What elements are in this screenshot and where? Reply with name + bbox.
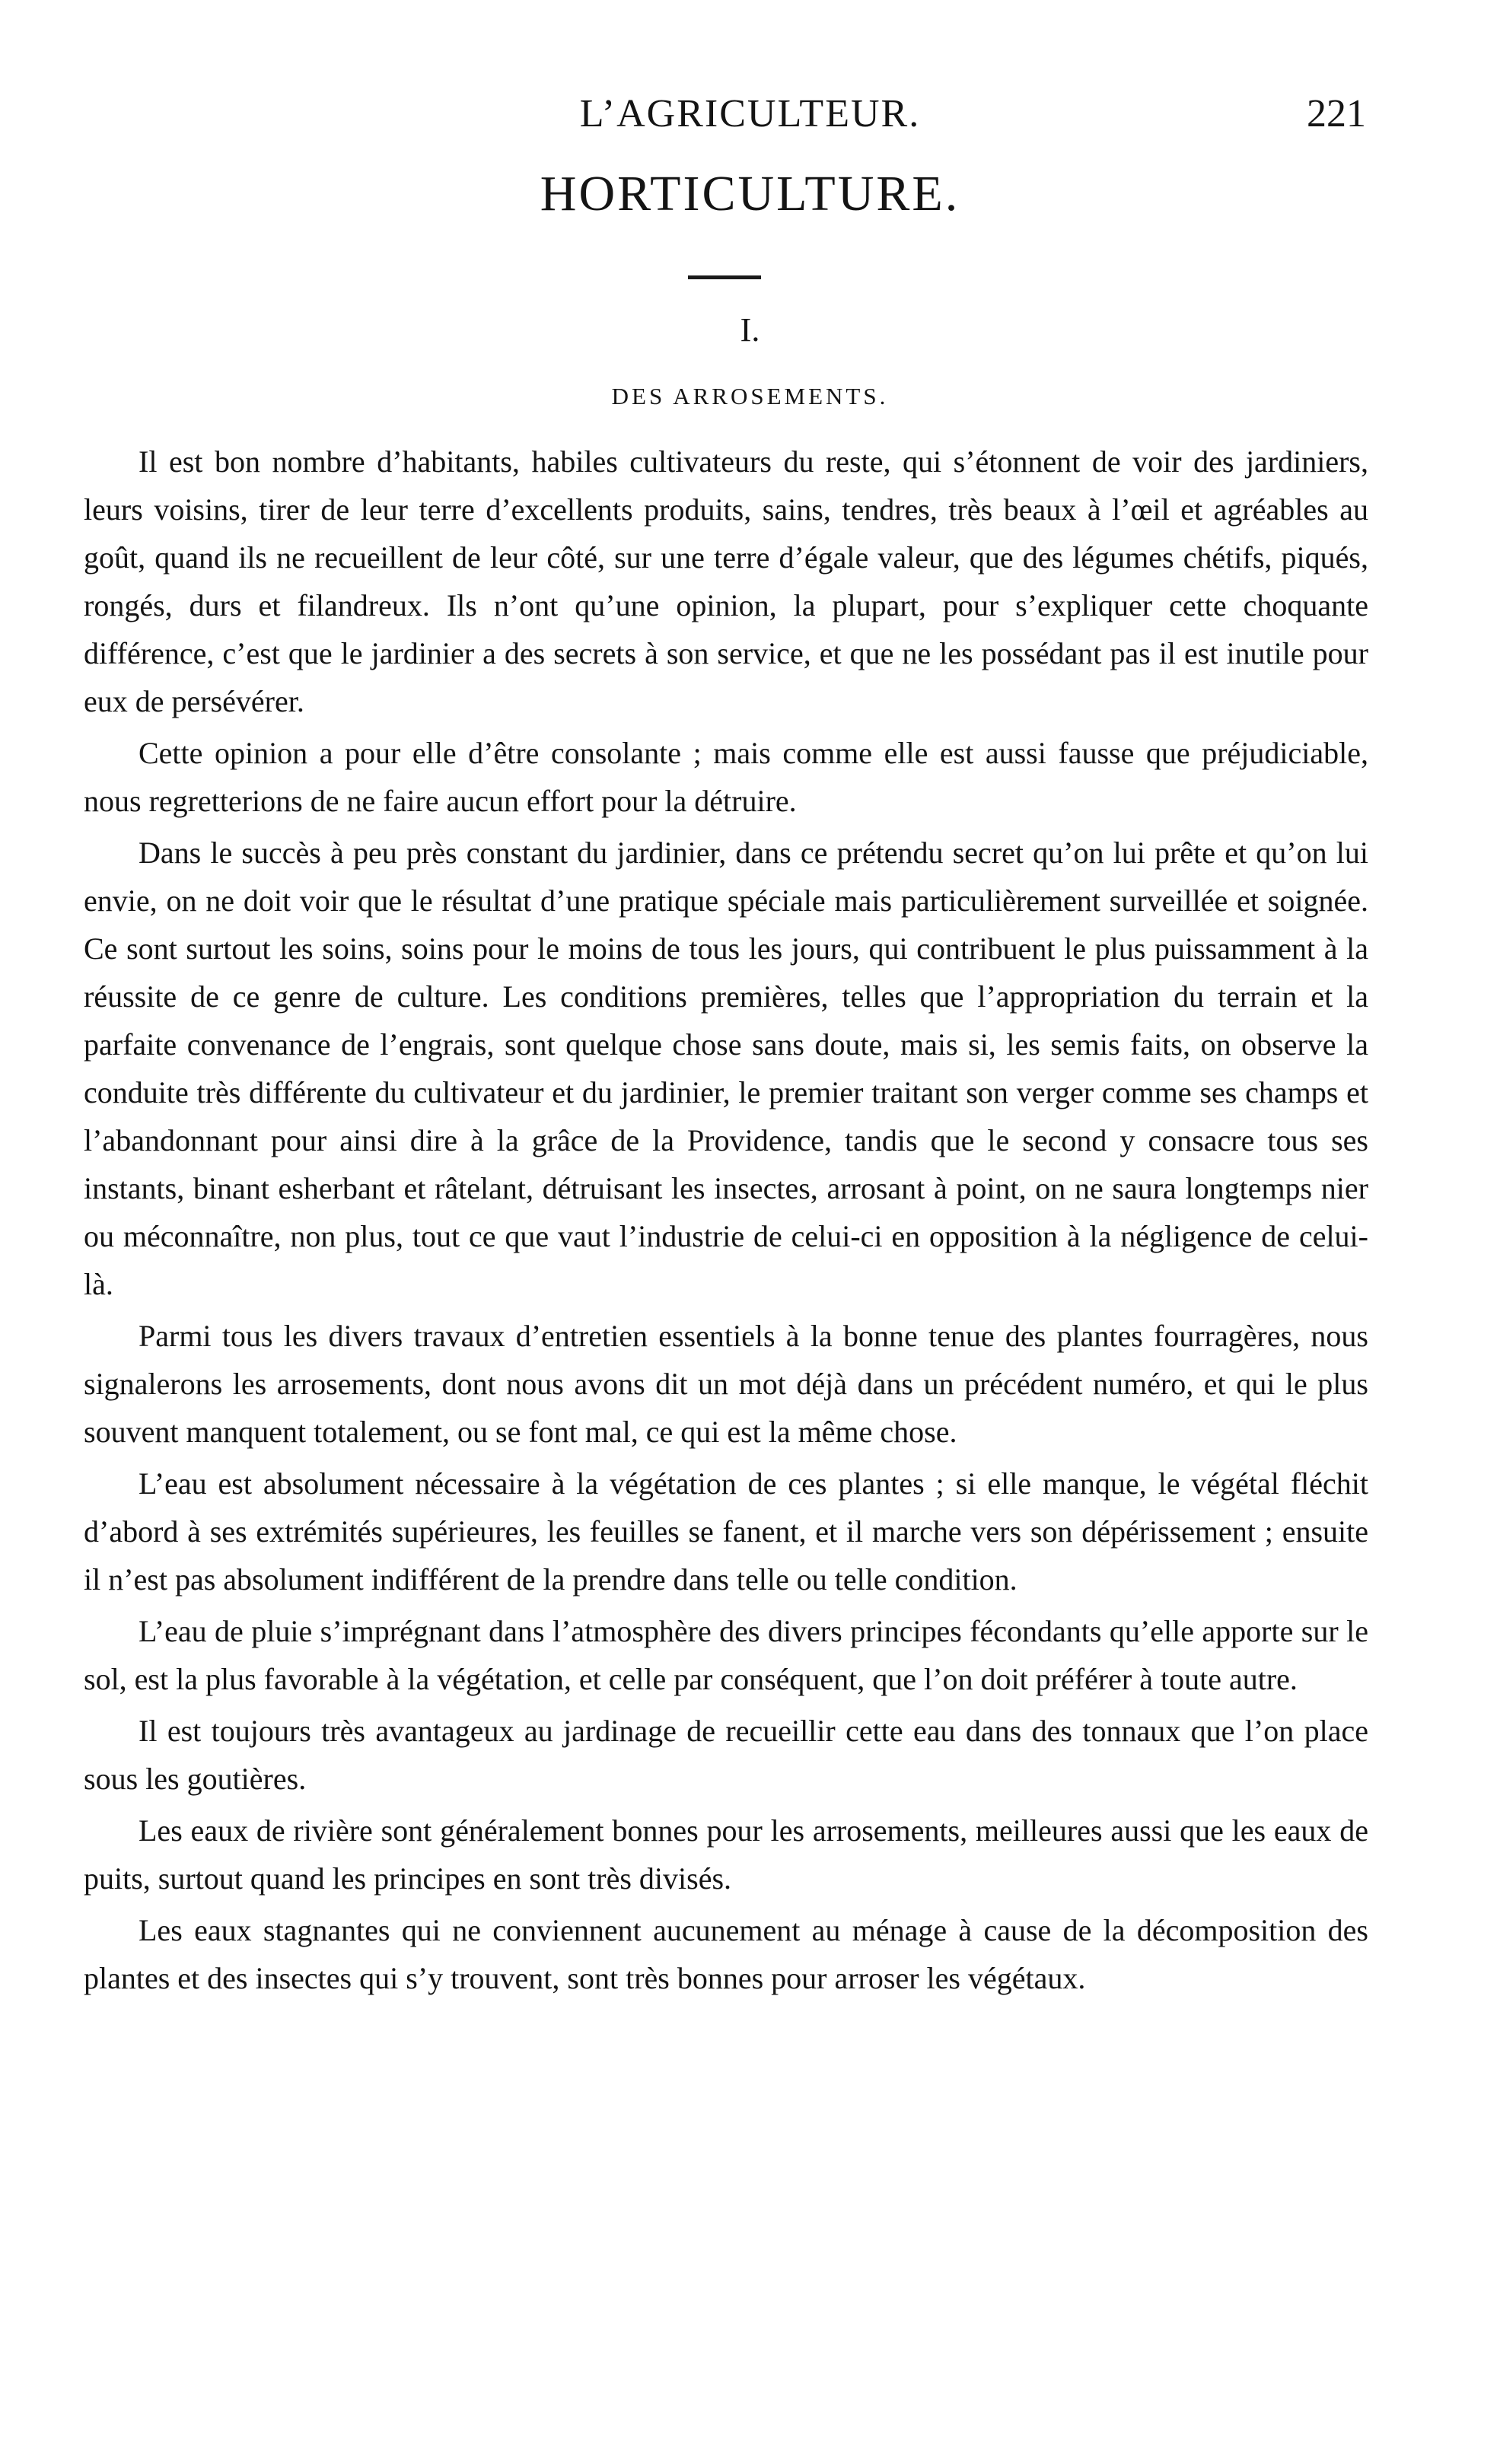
paragraph: Parmi tous les divers travaux d’entretien essentiels à la bonne tenue des plantes fourragères, nous signalerons les arrosements, dont nous avons dit un mot déjà dans un précédent numéro, et qui le plus souvent manquent totalement, ou se font mal, ce qui est la même chose. (84, 1319, 1368, 1449)
paragraph: Il est bon nombre d’habitants, habiles cultivateurs du reste, qui s’étonnent de voir des jardiniers, leurs voisins, tirer de leur terre d’excellents produits, sains, tendres, très beaux à l’œil et agréables au goût, quand ils ne recueillent de leur côté, sur une terre d’égale valeur, que des légumes chétifs, piqués, rongés, durs et filandreux. Ils n’ont qu’une opinion, la plupart, pour s’expliquer cette choquante différence, c’est que le jardinier a des secrets à son service, et que ne les possédant pas il est inutile pour eux de persévérer. (84, 444, 1368, 718)
title-rule (688, 275, 761, 279)
section-title: HORTICULTURE. (540, 166, 960, 221)
paragraph: L’eau est absolument nécessaire à la végétation de ces plantes ; si elle manque, le végétal fléchit d’abord à ses extrémités supérieures, les feuilles se fanent, et il marche vers son dépérissement ; ensuite il n’est pas absolument indifférent de la prendre dans telle ou telle condition. (84, 1466, 1368, 1597)
paragraph: Les eaux stagnantes qui ne conviennent aucunement au ménage à cause de la décomposition des plantes et des insectes qui s’y trouvent, sont très bonnes pour arroser les végétaux. (84, 1913, 1368, 1995)
paragraph: Il est toujours très avantageux au jardinage de recueillir cette eau dans des tonnaux que l’on place sous les goutières. (84, 1714, 1368, 1796)
chapter-subheading: DES ARROSEMENTS. (611, 383, 889, 409)
paragraph: L’eau de pluie s’imprégnant dans l’atmosphère des divers principes fécondants qu’elle apporte sur le sol, est la plus favorable à la végétation, et celle par conséquent, que l’on doit préférer à toute autre. (84, 1614, 1368, 1696)
article-body (84, 438, 1368, 2006)
paragraph: Cette opinion a pour elle d’être consolante ; mais comme elle est aussi fausse que préjudiciable, nous regretterions de ne faire aucun effort pour la détruire. (84, 736, 1368, 818)
paragraph: Les eaux de rivière sont généralement bonnes pour les arrosements, meilleures aussi que les eaux de puits, surtout quand les principes en sont très divisés. (84, 1813, 1368, 1896)
running-title: L’AGRICULTEUR. (579, 92, 921, 135)
paragraph: Dans le succès à peu près constant du jardinier, dans ce prétendu secret qu’on lui prête et qu’on lui envie, on ne doit voir que le résultat d’une pratique spéciale mais particulièrement surveillée et soignée. Ce sont surtout les soins, soins pour le moins de tous les jours, qui contribuent le plus puissamment à la réussite de ce genre de culture. Les conditions premières, telles que l’appropriation du terrain et la parfaite convenance de l’engrais, sont quelque chose sans doute, mais si, les semis faits, on observe la conduite très différente du cultivateur et du jardinier, le premier traitant son verger comme ses champs et l’abandonnant pour ainsi dire à la grâce de la Providence, tandis que le second y consacre tous ses instants, binant esherbant et râtelant, détruisant les insectes, arrosant à point, on ne saura longtemps nier ou méconnaître, non plus, tout ce que vaut l’industrie de celui-ci en opposition à la négligence de celui-là. (84, 836, 1368, 1301)
chapter-numeral: I. (740, 311, 760, 349)
page-number: 221 (1307, 92, 1366, 135)
